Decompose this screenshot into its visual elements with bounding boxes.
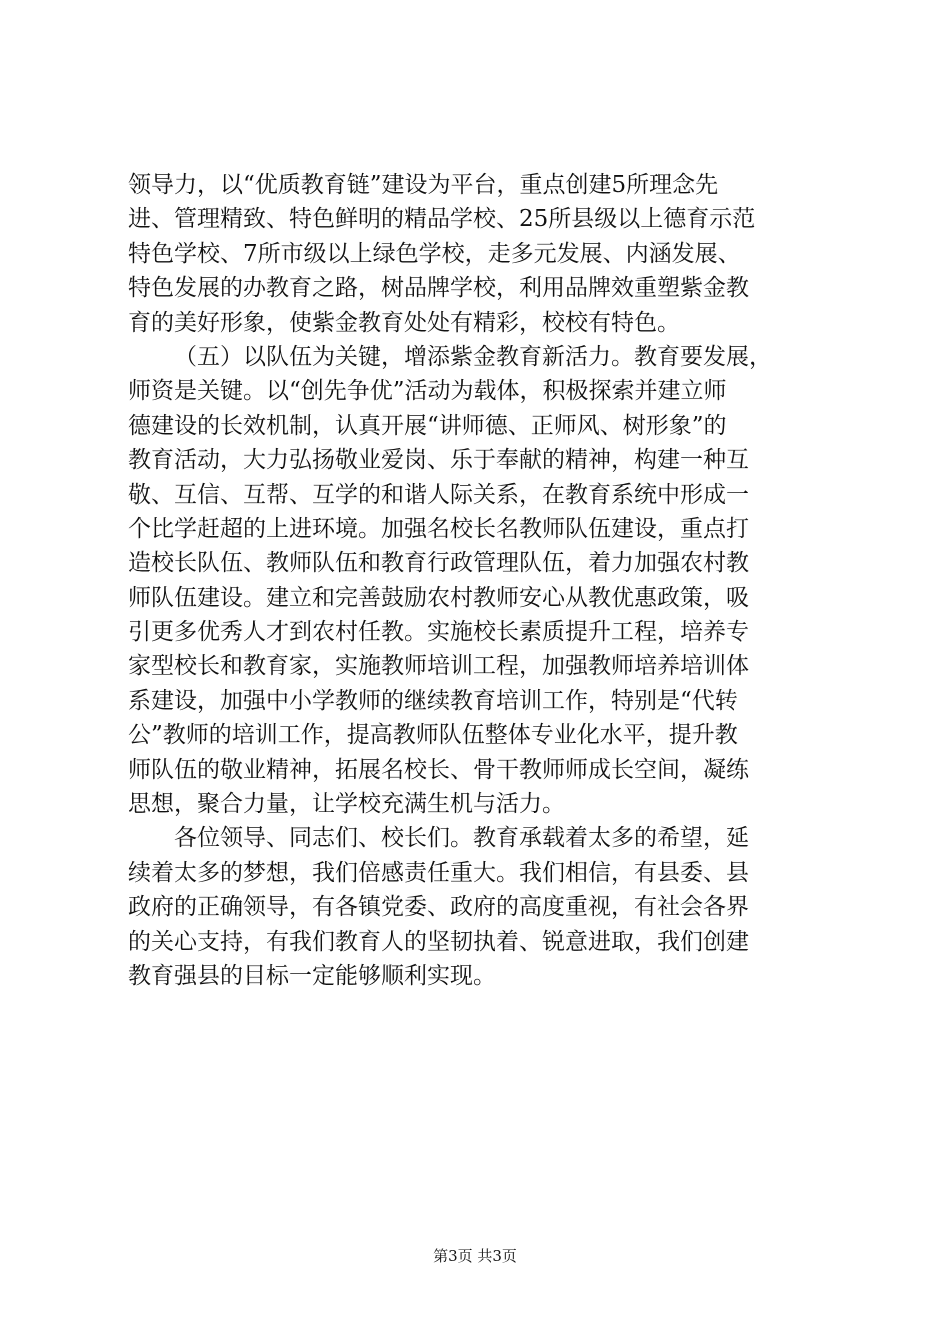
paragraph-line: 进、管理精致、特色鲜明的精品学校、25所县级以上德育示范: [128, 206, 756, 233]
paragraph-line: 特色学校、7所市级以上绿色学校，走多元发展、内涵发展、: [128, 240, 741, 267]
paragraph-line: 敬、互信、互帮、互学的和谐人际关系，在教育系统中形成一: [128, 481, 749, 508]
paragraph-line: 系建设，加强中小学教师的继续教育培训工作，特别是“代转: [128, 687, 738, 714]
paragraph-line: 政府的正确领导，有各镇党委、政府的高度重视，有社会各界: [128, 894, 749, 921]
document-body: [128, 168, 828, 993]
paragraph-line: 领导力，以“优质教育链”建设为平台，重点创建5所理念先: [128, 172, 719, 198]
paragraph-line: 家型校长和教育家，实施教师培训工程，加强教师培养培训体: [128, 653, 749, 680]
paragraph-line: 育的美好形象，使紫金教育处处有精彩，校校有特色。: [128, 309, 680, 336]
paragraph-line: 个比学赶超的上进环境。加强名校长名教师队伍建设，重点打: [128, 515, 749, 542]
paragraph-line: 教育活动，大力弘扬敬业爱岗、乐于奉献的精神，构建一种互: [128, 447, 749, 474]
paragraph-line: 教育强县的目标一定能够顺利实现。: [128, 962, 496, 989]
paragraph-line: 公”教师的培训工作，提高教师队伍整体专业化水平，提升教: [128, 722, 738, 749]
paragraph-line: 德建设的长效机制，认真开展“讲师德、正师风、树形象”的: [128, 412, 727, 439]
paragraph-line: 师资是关键。以“创先争优”活动为载体，积极探索并建立师: [128, 378, 727, 405]
paragraph-line: 的关心支持，有我们教育人的坚韧执着、锐意进取，我们创建: [128, 928, 749, 955]
paragraph-line: 造校长队伍、教师队伍和教育行政管理队伍，着力加强农村教: [128, 550, 749, 577]
paragraph-line: 思想，聚合力量，让学校充满生机与活力。: [128, 791, 565, 818]
paragraph-line: 各位领导、同志们、校长们。教育承载着太多的希望，延: [174, 825, 749, 852]
paragraph-line: （五）以队伍为关键，增添紫金教育新活力。教育要发展，: [174, 343, 772, 370]
paragraph-line: 续着太多的梦想，我们倍感责任重大。我们相信，有县委、县: [128, 859, 749, 886]
paragraph-line: 特色发展的办教育之路，树品牌学校，利用品牌效重塑紫金教: [128, 275, 749, 302]
paragraph-line: 师队伍建设。建立和完善鼓励农村教师安心从教优惠政策，吸: [128, 584, 749, 611]
paragraph-line: 引更多优秀人才到农村任教。实施校长素质提升工程，培养专: [128, 619, 749, 646]
paragraph-line: 师队伍的敬业精神，拓展名校长、骨干教师师成长空间，凝练: [128, 756, 749, 783]
page-number-footer: 第3页 共3页: [433, 1247, 517, 1265]
